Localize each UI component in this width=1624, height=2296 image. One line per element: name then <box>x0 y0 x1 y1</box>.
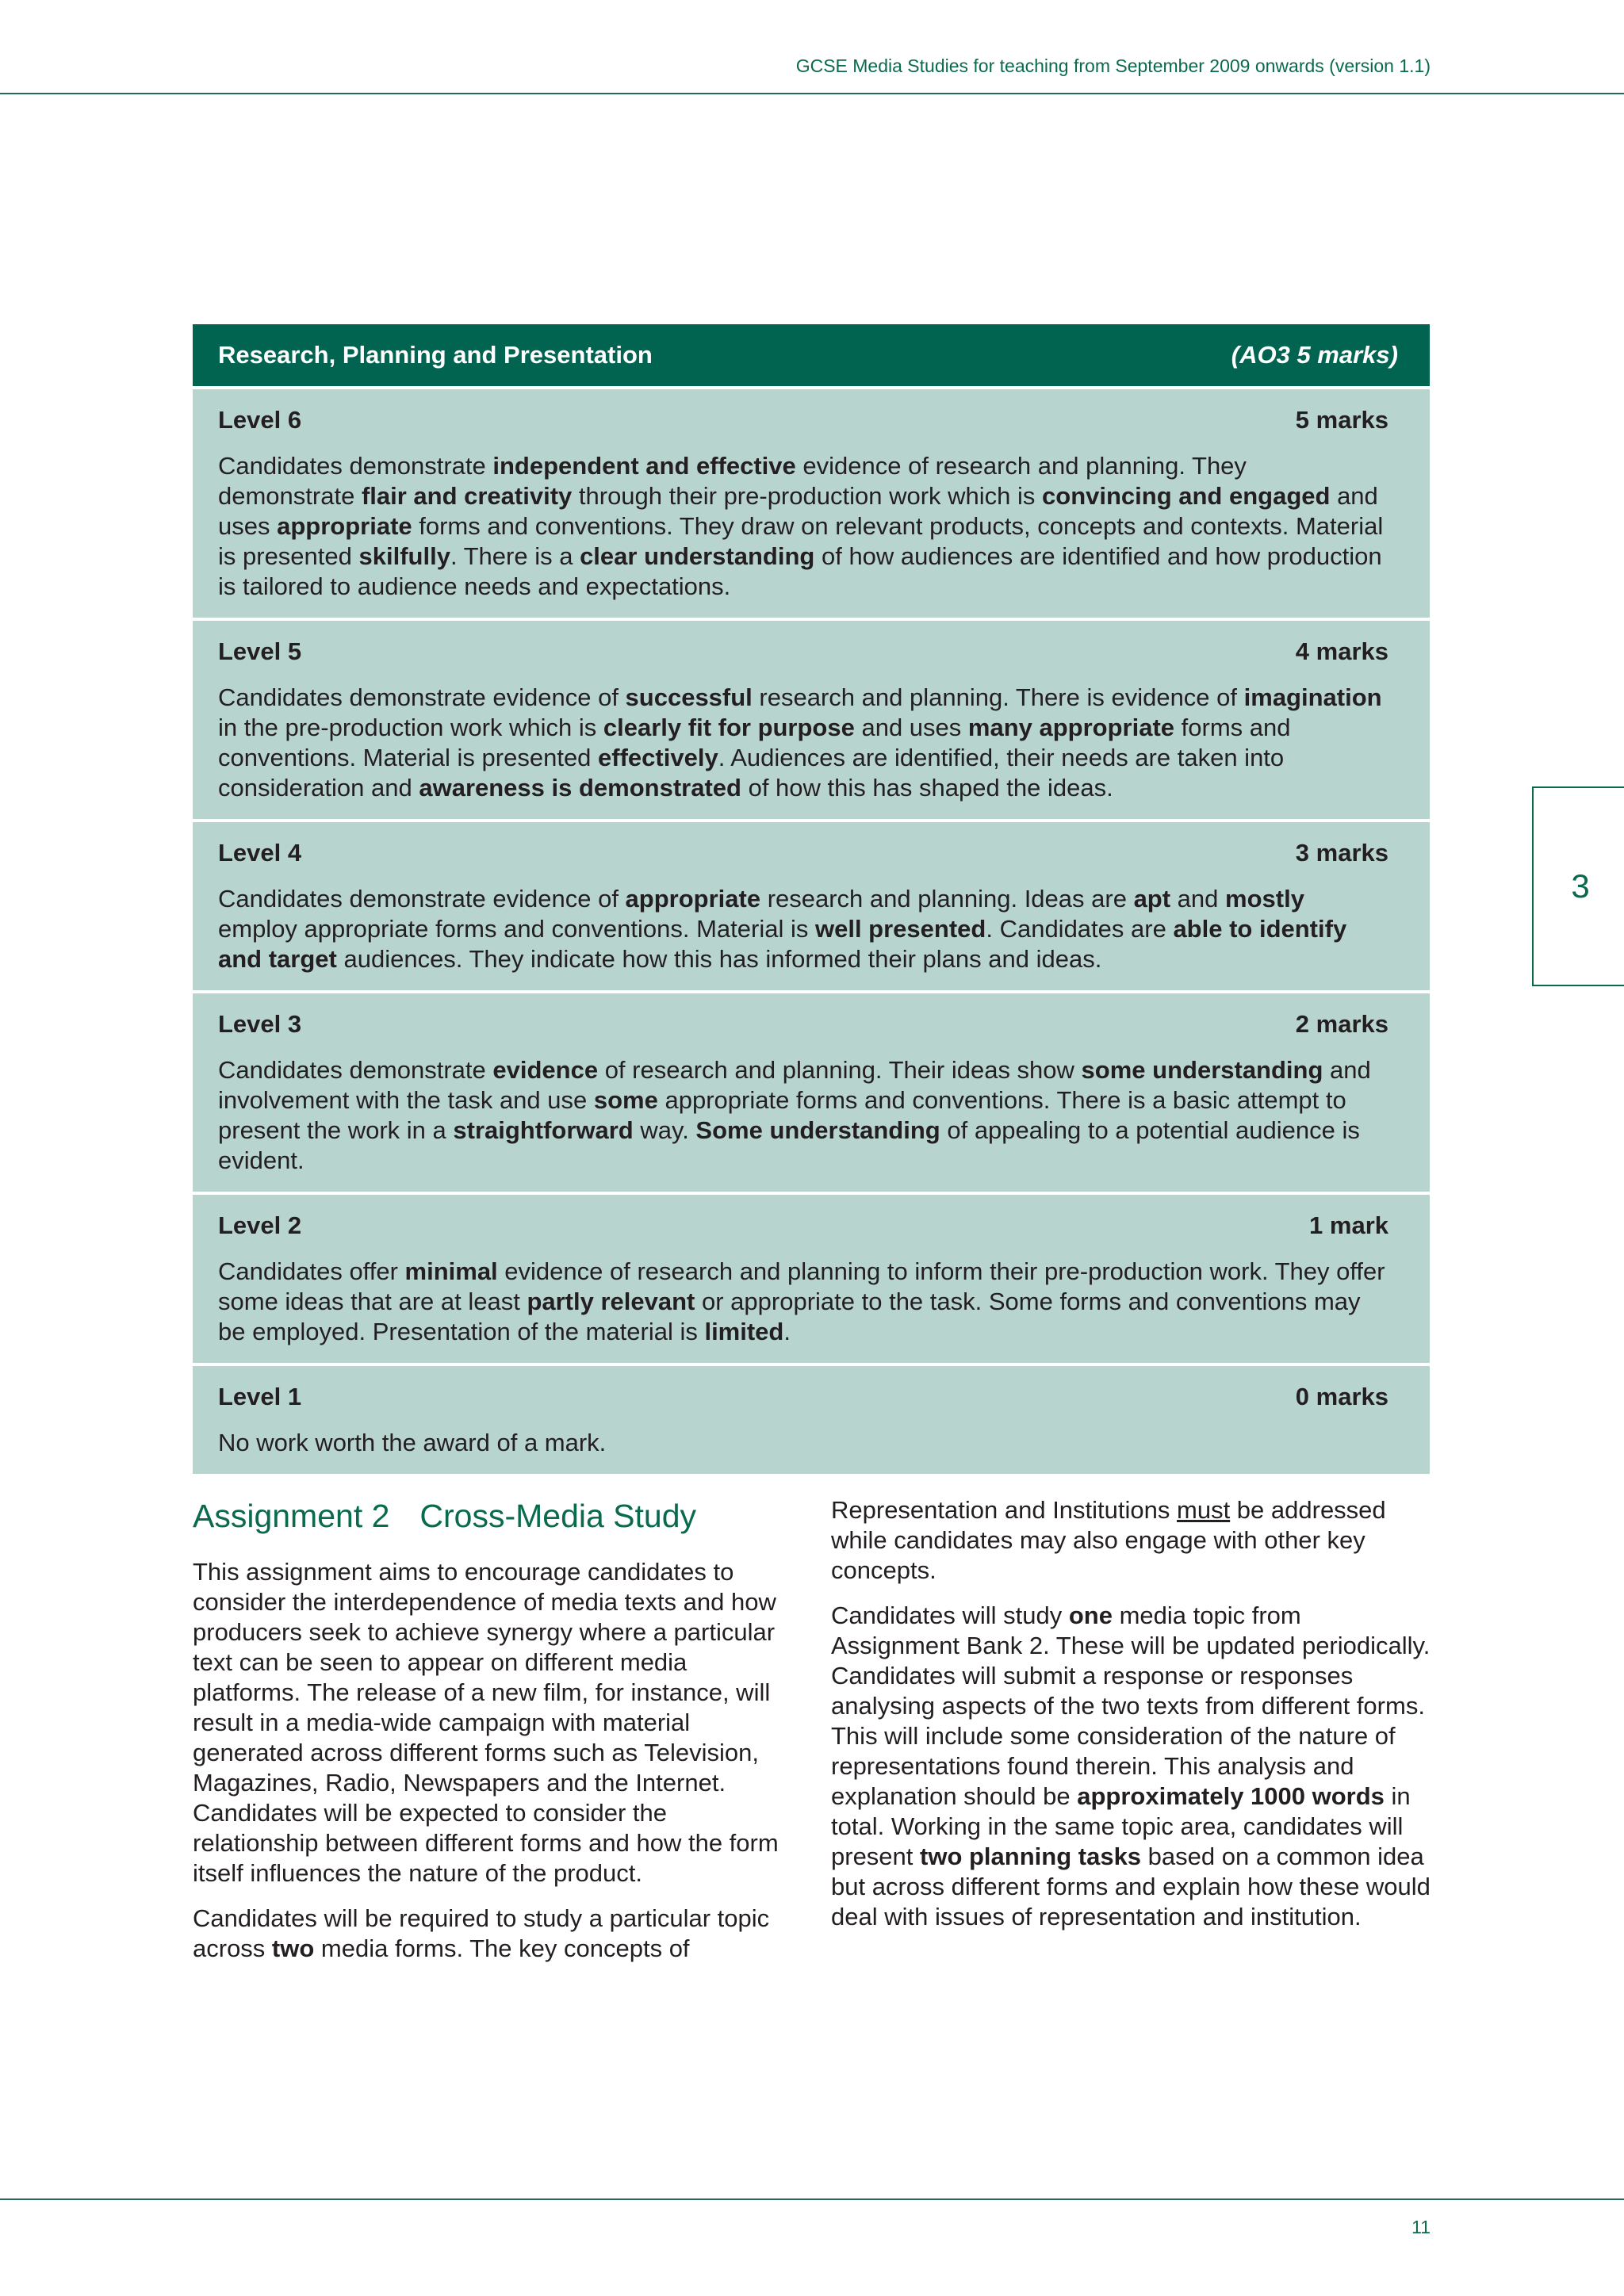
rubric-header <box>193 324 1430 386</box>
page-number: 11 <box>1411 2217 1431 2237</box>
rubric-total-marks: (AO3 5 marks) <box>1231 341 1398 369</box>
level-marks: 0 marks <box>1295 1383 1388 1410</box>
marking-rubric-table <box>193 324 1430 1474</box>
level-marks: 3 marks <box>1295 839 1388 867</box>
level-marks: 2 marks <box>1295 1010 1388 1038</box>
section-title: Cross-Media Study <box>419 1498 697 1534</box>
level-description: No work worth the award of a mark. <box>218 1429 607 1456</box>
level-label: Level 2 <box>218 1211 302 1239</box>
level-marks: 5 marks <box>1295 406 1388 434</box>
level-label: Level 4 <box>218 839 302 867</box>
level-description: Candidates demonstrate evidence of successful research and planning. There is evidence of imagination in the pre-production work which is clearly fit for purpose and uses many appropriate forms and conventions. Material is presented effectively. Audiences are identified, their needs are taken into consideration and awareness is demonstrated of how this has shaped the ideas. <box>218 683 1382 802</box>
level-description: Candidates demonstrate evidence of appropriate research and planning. Ideas are apt and mostly employ appropriate forms and conventions. Material is well presented. Candidates are able to identify and target audiences. They indicate how this has informed their plans and ideas. <box>218 885 1347 973</box>
level-description: Candidates offer minimal evidence of research and planning to inform their pre-production work. They offer some ideas that are at least partly relevant or appropriate to the task. Some forms and conventions may be employed. Presentation of the material is limited. <box>218 1257 1385 1345</box>
rubric-level <box>193 621 1430 819</box>
header-rule <box>0 93 1624 94</box>
level-description: Candidates demonstrate evidence of research and planning. Their ideas show some understanding and involvement with the task and use some appropriate forms and conventions. There is a basic attempt to present the work in a straightforward way. Some understanding of appealing to a potential audience is evident. <box>218 1056 1371 1174</box>
body-paragraph: Candidates will be required to study a particular topic across two media forms. The key concepts of <box>193 1904 770 1962</box>
rubric-level <box>193 1366 1430 1474</box>
section-number: Assignment 2 <box>193 1498 390 1534</box>
body-paragraph: Candidates will study one media topic from Assignment Bank 2. These will be updated periodically. Candidates will submit a response or responses analysing aspects of the two texts from different forms. This will include some consideration of the nature of representations found therein. This analysis and explanation should be approximately 1000 words in total. Working in the same topic area, candidates will present two planning tasks based on a common idea but across different forms and explain how these would deal with issues of representation and institution. <box>831 1601 1431 1931</box>
body-paragraph-continued: Representation and Institutions must be addressed while candidates may also engage with other key concepts. <box>831 1496 1386 1584</box>
section-tab <box>1532 786 1624 986</box>
running-header: GCSE Media Studies for teaching from September 2009 onwards (version 1.1) <box>795 55 1431 76</box>
footer-rule <box>0 2198 1624 2200</box>
body-column-left <box>193 1495 783 1979</box>
rubric-level <box>193 389 1430 618</box>
level-label: Level 3 <box>218 1010 302 1038</box>
level-label: Level 6 <box>218 406 302 434</box>
level-marks: 4 marks <box>1295 637 1388 665</box>
rubric-level <box>193 1195 1430 1363</box>
rubric-level <box>193 993 1430 1192</box>
rubric-title: Research, Planning and Presentation <box>218 341 653 369</box>
section-tab-number: 3 <box>1571 867 1590 905</box>
body-paragraph: This assignment aims to encourage candidates to consider the interdependence of media texts and how producers seek to achieve synergy where a particular text can be seen to appear on different media platforms. The release of a new film, for instance, will result in a media-wide campaign with material generated across different forms such as Television, Magazines, Radio, Newspapers and the Internet. Candidates will be expected to consider the relationship between different forms and how the form itself influences the nature of the product. <box>193 1558 779 1887</box>
rubric-level <box>193 822 1430 990</box>
level-marks: 1 mark <box>1309 1211 1388 1239</box>
section-heading <box>193 1495 783 1536</box>
level-label: Level 5 <box>218 637 302 665</box>
level-label: Level 1 <box>218 1383 302 1410</box>
body-column-right <box>831 1495 1434 1947</box>
level-description: Candidates demonstrate independent and effective evidence of research and planning. They demonstrate flair and creativity through their pre-production work which is convincing and engaged and uses appropriate forms and conventions. They draw on relevant products, concepts and contexts. Material is presented skilfully. There is a clear understanding of how audiences are identified and how production is tailored to audience needs and expectations. <box>218 452 1384 600</box>
